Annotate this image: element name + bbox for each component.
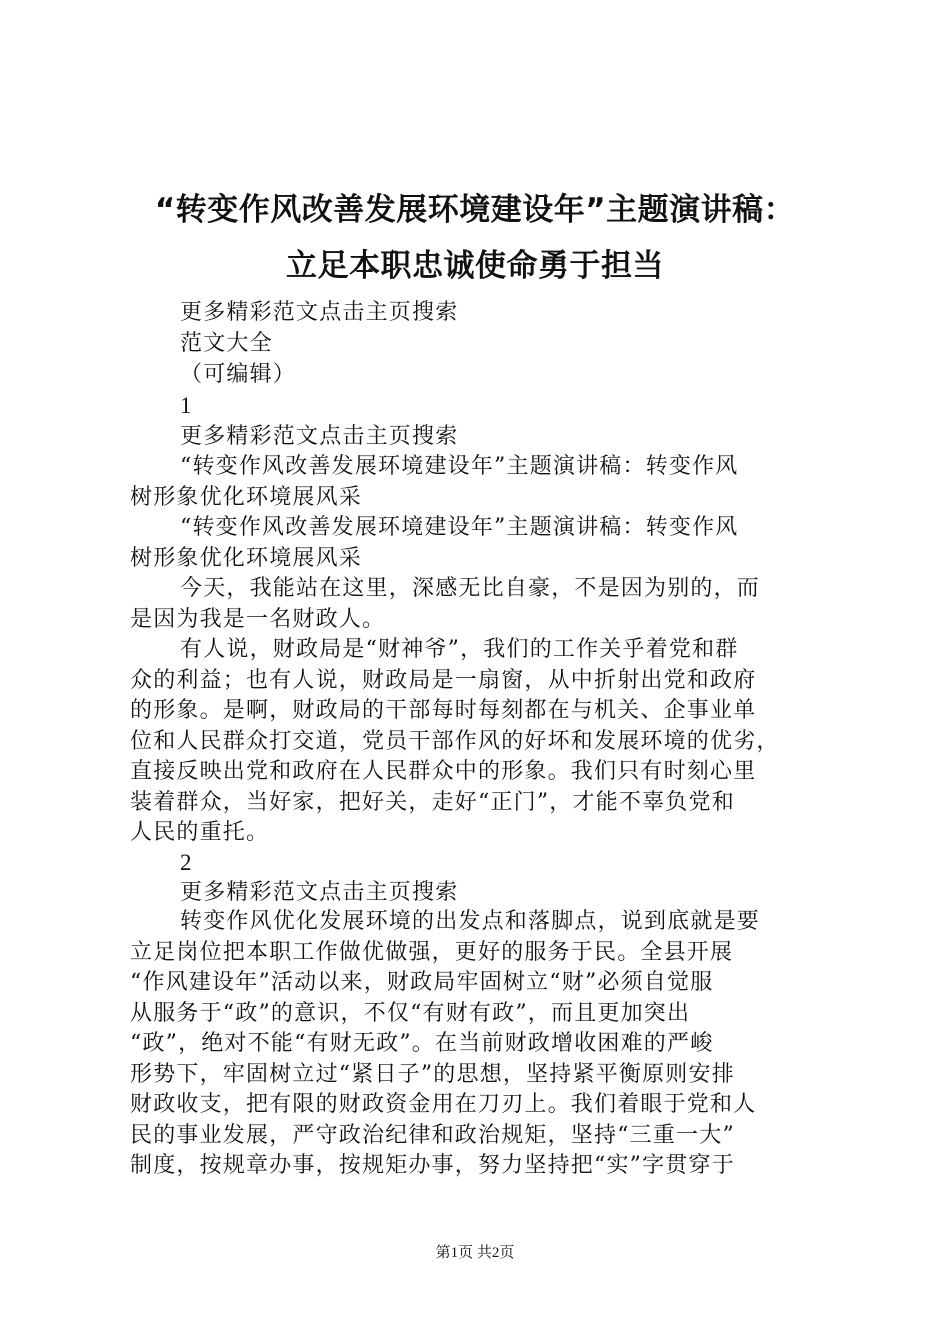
- page-number-marker: 1: [180, 393, 193, 418]
- body-line: 制度，按规章办事，按规矩办事，努力坚持把“实”字贯穿于: [130, 1153, 735, 1178]
- body-line: 装着群众，当好家，把好关，走好“正门”，才能不辜负党和: [130, 790, 735, 815]
- body-line: 今天，我能站在这里，深感无比自豪，不是因为别的，而: [180, 576, 761, 601]
- body-line: 是因为我是一名财政人。: [130, 607, 386, 632]
- body-line: 更多精彩范文点击主页搜索: [180, 880, 459, 905]
- document-title-line-2: 立足本职忠诚使命勇于担当: [286, 248, 664, 284]
- body-line: 立足岗位把本职工作做优做强，更好的服务于民。全县开展: [130, 940, 734, 965]
- body-line: “作风建设年”活动以来，财政局牢固树立“财”必须自觉服: [130, 970, 714, 995]
- body-line: 位和人民群众打交道，党员干部作风的好坏和发展环境的优劣，: [130, 729, 780, 754]
- document-title-line-1: “转变作风改善发展环境建设年”主题演讲稿：: [154, 192, 796, 228]
- body-line: 树形象优化环境展风采: [130, 485, 363, 510]
- body-line: 更多精彩范文点击主页搜索: [180, 300, 459, 325]
- body-line: （可编辑）: [180, 362, 297, 387]
- body-line: “转变作风改善发展环境建设年”主题演讲稿：转变作风: [180, 454, 739, 479]
- body-line: 范文大全: [180, 331, 273, 356]
- body-line: 众的利益；也有人说，财政局是一扇窗，从中折射出党和政府: [130, 668, 757, 693]
- body-line: 更多精彩范文点击主页搜索: [180, 424, 459, 449]
- body-line: “转变作风改善发展环境建设年”主题演讲稿：转变作风: [180, 515, 739, 540]
- body-line: 形势下，牢固树立过“紧日子”的思想，坚持紧平衡原则安排: [130, 1062, 735, 1087]
- body-line: 树形象优化环境展风采: [130, 546, 363, 571]
- page-footer: 第1页 共2页: [435, 1245, 515, 1261]
- body-line: 的形象。是啊，财政局的干部每时每刻都在与机关、企事业单: [130, 698, 757, 723]
- body-line: 民的事业发展，严守政治纪律和政治规矩，坚持“三重一大”: [130, 1123, 735, 1148]
- body-line: 人民的重托。: [130, 820, 270, 845]
- body-line: 有人说，财政局是“财神爷”，我们的工作关乎着党和群: [180, 637, 739, 662]
- body-line: 从服务于“政”的意识，不仅“有财有政”，而且更加突出: [130, 1001, 691, 1026]
- body-line: 财政收支，把有限的财政资金用在刀刃上。我们着眼于党和人: [130, 1092, 757, 1117]
- body-line: 直接反映出党和政府在人民群众中的形象。我们只有时刻心里: [130, 759, 757, 784]
- body-line: “政”，绝对不能“有财无政”。在当前财政增收困难的严峻: [130, 1031, 714, 1056]
- page-number-marker: 2: [180, 850, 193, 875]
- body-line: 转变作风优化发展环境的出发点和落脚点，说到底就是要: [180, 909, 761, 934]
